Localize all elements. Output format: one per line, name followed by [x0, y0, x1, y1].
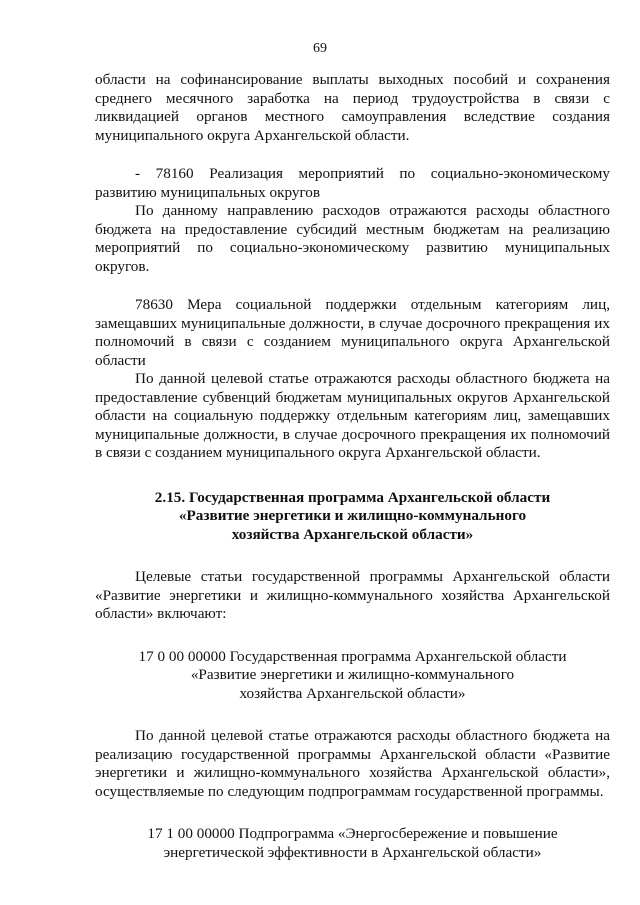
program-code-block	[95, 648, 610, 704]
paragraph-continuation: области на софинансирование выплаты выходных пособий и сохранения среднего месячного заработка на период трудоустройства в связи с ликвидацией органов местного самоуправления вследствие создания муниципального округа Архангельской области.	[95, 71, 610, 144]
item-78630-title: 78630 Мера социальной поддержки отдельным категориям лиц, замещавших муниципальные должности, в случае досрочного прекращения их полномочий в связи с созданием муниципального округа Архангельской области	[95, 296, 610, 369]
subprogram-code-block	[95, 825, 610, 862]
program-code-line: «Развитие энергетики и жилищно-коммунального	[190, 666, 515, 683]
section-intro: Целевые статьи государственной программы Архангельской области «Развитие энергетики и жилищно-коммунального хозяйства Архангельской области» включают:	[95, 568, 610, 622]
program-code-line: хозяйства Архангельской области»	[239, 684, 466, 702]
item-78160-description: По данному направлению расходов отражаются расходы областного бюджета на предоставление субсидий местным бюджетам на реализацию мероприятий по социально-экономическому развитию муниципальных округов.	[95, 202, 610, 275]
subprogram-line: 17 1 00 00000 Подпрограмма «Энергосбережение и повышение	[147, 825, 558, 842]
item-78630-description: По данной целевой статье отражаются расходы областного бюджета на предоставление субвенций бюджетам муниципальных округов Архангельской области на социальную поддержку отдельным категориям лиц, замещавших муниципальные должности, в случае досрочного прекращения их полномочий в связи с созданием муниципального округа Архангельской области.	[95, 370, 610, 461]
program-code-line: 17 0 00 00000 Государственная программа Архангельской области	[138, 647, 567, 665]
item-78160-title: - 78160 Реализация мероприятий по социально-экономическому развитию муниципальных округов	[95, 165, 610, 201]
section-heading-line: 2.15. Государственная программа Архангельской области	[154, 488, 551, 506]
page-number: 69	[313, 41, 327, 56]
subprogram-line: энергетической эффективности в Архангельской области»	[163, 843, 542, 861]
section-heading	[95, 489, 610, 545]
section-heading-line: хозяйства Архангельской области»	[231, 525, 474, 543]
section-heading-line: «Развитие энергетики и жилищно-коммунального	[178, 507, 527, 524]
program-description: По данной целевой статье отражаются расходы областного бюджета на реализацию государственной программы Архангельской области «Развитие энергетики и жилищно-коммунального хозяйства Архангельской области», осуществляемые по следующим подпрограммам государственной программы.	[95, 727, 610, 800]
document-body	[95, 71, 610, 862]
